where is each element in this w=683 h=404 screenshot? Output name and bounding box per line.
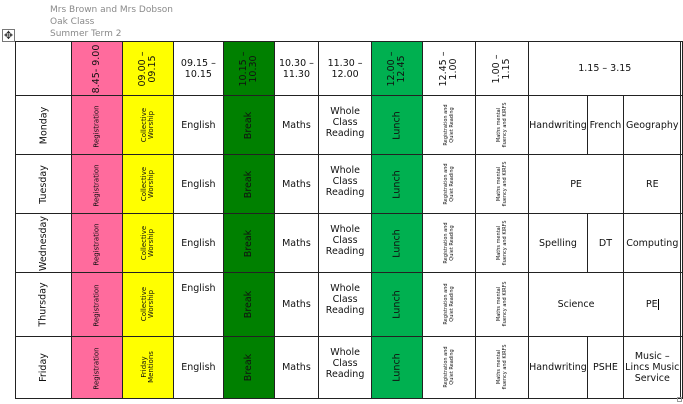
break-cell: Break [223,155,274,214]
edge-cell [681,155,683,214]
maths-cell: Maths [274,337,318,399]
reading-cell: Whole Class Reading [319,337,372,399]
maths-cell: Maths [274,273,318,337]
friday-mentions-cell: Friday Mentions [123,337,174,399]
edge-cell [681,96,683,155]
quiet-reading-cell: Registration and Quiet Reading [423,214,476,273]
registration-cell: Registration [72,273,123,337]
quiet-reading-cell: Registration and Quiet Reading [423,155,476,214]
time-slot: 12.00 – 12.45 [372,42,423,96]
day-row-tuesday [16,155,683,214]
time-slot: 1.00 – 1.15 [476,42,529,96]
time-slot: 12.45 – 1.00 [423,42,476,96]
day-label: Monday [16,96,72,155]
afternoon-lesson: RE [624,155,681,214]
corner-cell [16,42,72,96]
maths-mental-cell: Maths mental fluency and KIRFS [476,96,529,155]
time-slot: 11.30 – 12.00 [319,42,372,96]
edge-cell [681,273,683,337]
day-row-monday [16,96,683,155]
maths-mental-cell: Maths mental fluency and KIRFS [476,273,529,337]
time-slot: 8.45- 9.00 [72,42,123,96]
time-slot: 09.00 – 09.15 [123,42,174,96]
maths-mental-cell: Maths mental fluency and KIRFS [476,214,529,273]
edge-cell [681,214,683,273]
maths-mental-cell: Maths mental fluency and KIRFS [476,155,529,214]
afternoon-lesson: Computing [624,214,681,273]
maths-cell: Maths [274,155,318,214]
afternoon-lesson: French [587,96,623,155]
reading-cell: Whole Class Reading [319,155,372,214]
english-cell: English [174,155,224,214]
time-slot: 10.15 – 10.30 [223,42,274,96]
class-name: Oak Class [50,17,95,27]
quiet-reading-cell: Registration and Quiet Reading [423,96,476,155]
afternoon-lesson: Science [529,273,624,337]
registration-cell: Registration [72,337,123,399]
registration-cell: Registration [72,96,123,155]
day-label: Thursday [16,273,72,337]
edge-cell [681,42,683,96]
quiet-reading-cell: Registration and Quiet Reading [423,273,476,337]
edge-cell [681,337,683,399]
timetable [15,41,683,399]
time-slot: 1.15 – 3.15 [529,42,681,96]
maths-cell: Maths [274,96,318,155]
reading-cell: Whole Class Reading [319,96,372,155]
registration-cell: Registration [72,155,123,214]
break-cell: Break [223,96,274,155]
day-row-thursday [16,273,683,337]
time-slot: 10.30 – 11.30 [274,42,318,96]
break-cell: Break [223,214,274,273]
quiet-reading-cell: Registration and Quiet Reading [423,337,476,399]
afternoon-lesson: Music – Lincs Music Service [624,337,681,399]
afternoon-lesson[interactable]: PE [624,273,681,337]
english-cell: English [174,337,224,399]
collective-worship-cell: Collective Worship [123,96,174,155]
collective-worship-cell: Collective Worship [123,273,174,337]
time-header-row [16,42,683,96]
afternoon-lesson: PE [529,155,624,214]
afternoon-lesson: PSHE [587,337,623,399]
reading-cell: Whole Class Reading [319,273,372,337]
afternoon-lesson: Handwriting [529,337,588,399]
day-row-wednesday [16,214,683,273]
time-slot: 09.15 – 10.15 [174,42,224,96]
lunch-cell: Lunch [372,273,423,337]
english-cell: English [174,273,224,337]
collective-worship-cell: Collective Worship [123,214,174,273]
break-cell: Break [223,273,274,337]
english-cell: English [174,214,224,273]
day-label: Friday [16,337,72,399]
day-label: Tuesday [16,155,72,214]
day-label: Wednesday [16,214,72,273]
afternoon-lesson: Geography [624,96,681,155]
lunch-cell: Lunch [372,155,423,214]
afternoon-lesson: DT [587,214,623,273]
lunch-cell: Lunch [372,96,423,155]
break-cell: Break [223,337,274,399]
afternoon-lesson: Handwriting [529,96,588,155]
day-row-friday [16,337,683,399]
maths-cell: Maths [274,214,318,273]
lunch-cell: Lunch [372,337,423,399]
lunch-cell: Lunch [372,214,423,273]
table-resize-handle[interactable] [677,397,682,402]
english-cell: English [174,96,224,155]
term-name: Summer Term 2 [50,29,122,39]
reading-cell: Whole Class Reading [319,214,372,273]
teacher-names: Mrs Brown and Mrs Dobson [50,5,173,15]
table-move-handle-icon[interactable]: ✥ [3,29,14,42]
text-cursor [658,299,659,310]
collective-worship-cell: Collective Worship [123,155,174,214]
registration-cell: Registration [72,214,123,273]
maths-mental-cell: Maths mental fluency and KIRFS [476,337,529,399]
afternoon-lesson: Spelling [529,214,588,273]
